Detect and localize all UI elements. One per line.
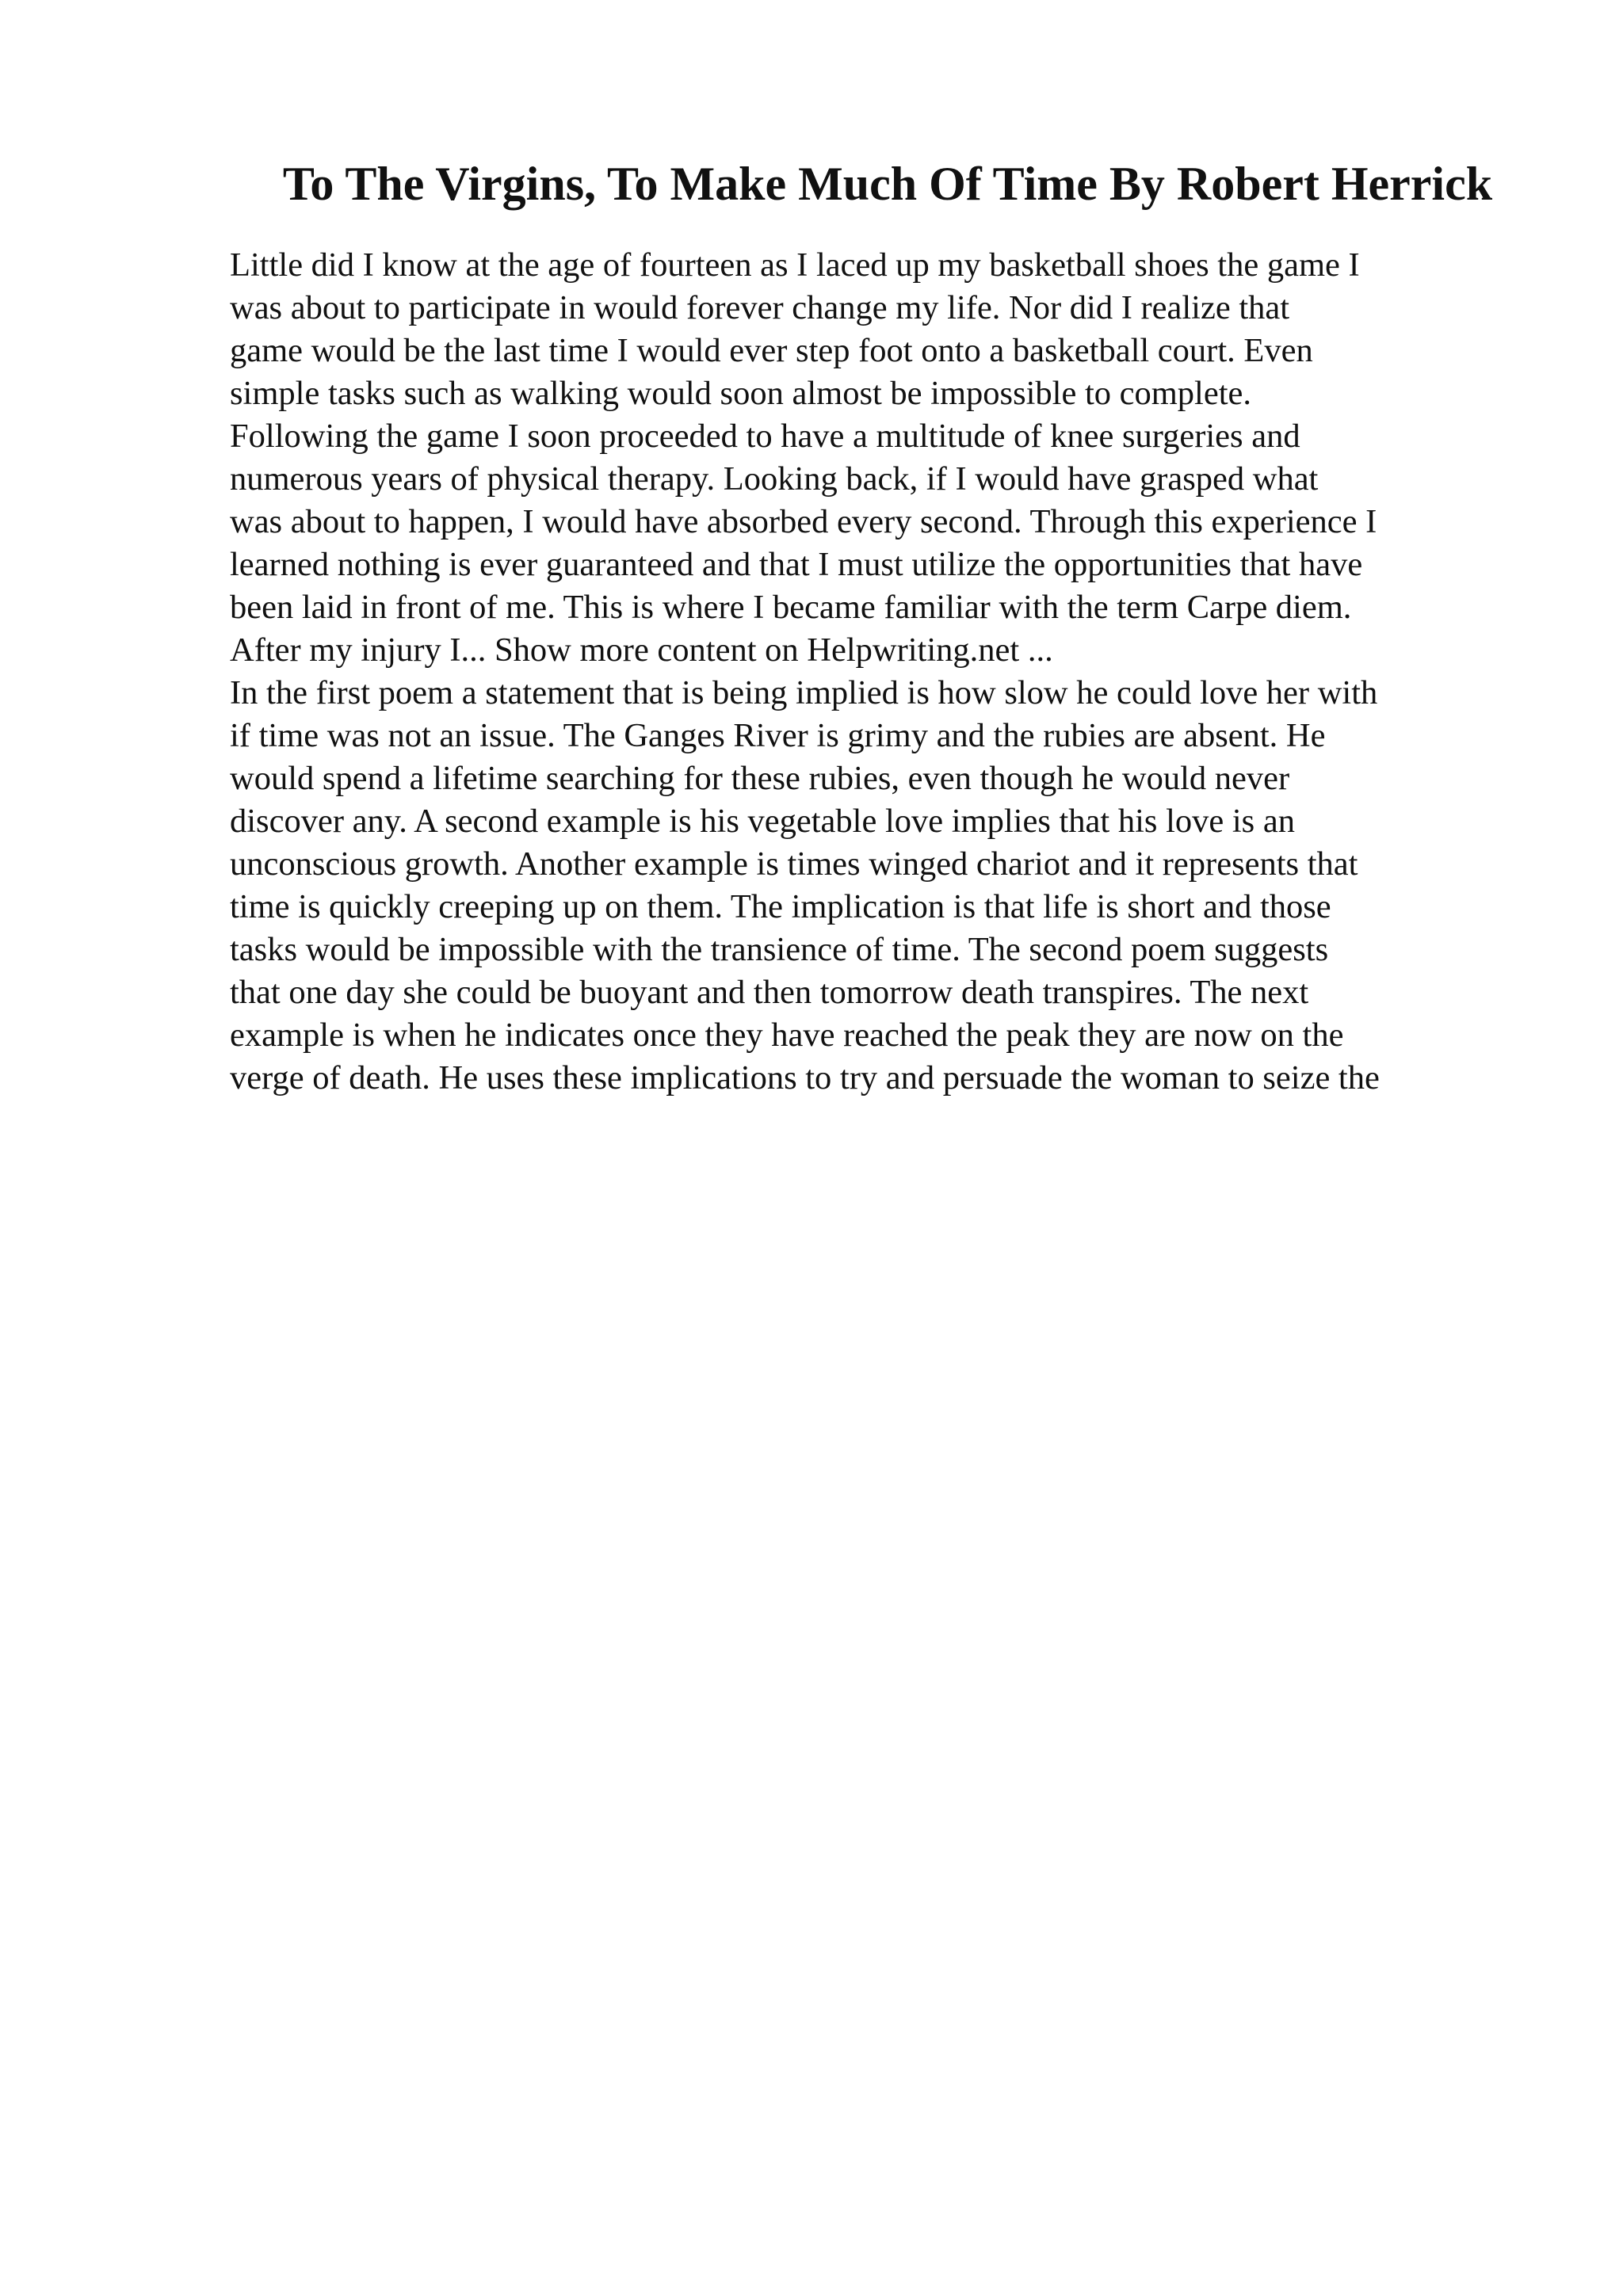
body-line: Little did I know at the age of fourteen as I laced up my basketball shoes the game I	[230, 246, 1360, 284]
body-line: learned nothing is ever guaranteed and that I must utilize the opportunities that have	[230, 546, 1363, 583]
body-line: that one day she could be buoyant and then tomorrow death transpires. The next	[230, 974, 1309, 1011]
body-line: if time was not an issue. The Ganges River is grimy and the rubies are absent. He	[230, 717, 1326, 754]
body-line: tasks would be impossible with the transience of time. The second poem suggests	[230, 931, 1329, 968]
body-line: After my injury I... Show more content on Helpwriting.net ...	[230, 631, 1053, 669]
body-line: was about to participate in would forever change my life. Nor did I realize that	[230, 289, 1290, 326]
body-line: time is quickly creeping up on them. The implication is that life is short and those	[230, 888, 1331, 925]
body-line: game would be the last time I would ever step foot onto a basketball court. Even	[230, 332, 1313, 369]
body-line: simple tasks such as walking would soon almost be impossible to complete.	[230, 375, 1252, 412]
body-line: unconscious growth. Another example is times winged chariot and it represents that	[230, 845, 1358, 883]
body-line: numerous years of physical therapy. Looking back, if I would have grasped what	[230, 460, 1319, 498]
body-line: would spend a lifetime searching for these rubies, even though he would never	[230, 760, 1290, 797]
document-body	[230, 244, 1498, 1100]
body-line: discover any. A second example is his vegetable love implies that his love is an	[230, 803, 1295, 840]
body-line: Following the game I soon proceeded to have a multitude of knee surgeries and	[230, 418, 1300, 455]
body-line: verge of death. He uses these implications to try and persuade the woman to seize the	[230, 1059, 1380, 1097]
body-line: was about to happen, I would have absorbed every second. Through this experience I	[230, 503, 1377, 540]
body-line: been laid in front of me. This is where I became familiar with the term Carpe diem.	[230, 589, 1352, 626]
body-line: In the first poem a statement that is being implied is how slow he could love her with	[230, 674, 1378, 711]
document-title: To The Virgins, To Make Much Of Time By Robert Herrick	[282, 158, 1493, 210]
body-line: example is when he indicates once they have reached the peak they are now on the	[230, 1016, 1344, 1054]
